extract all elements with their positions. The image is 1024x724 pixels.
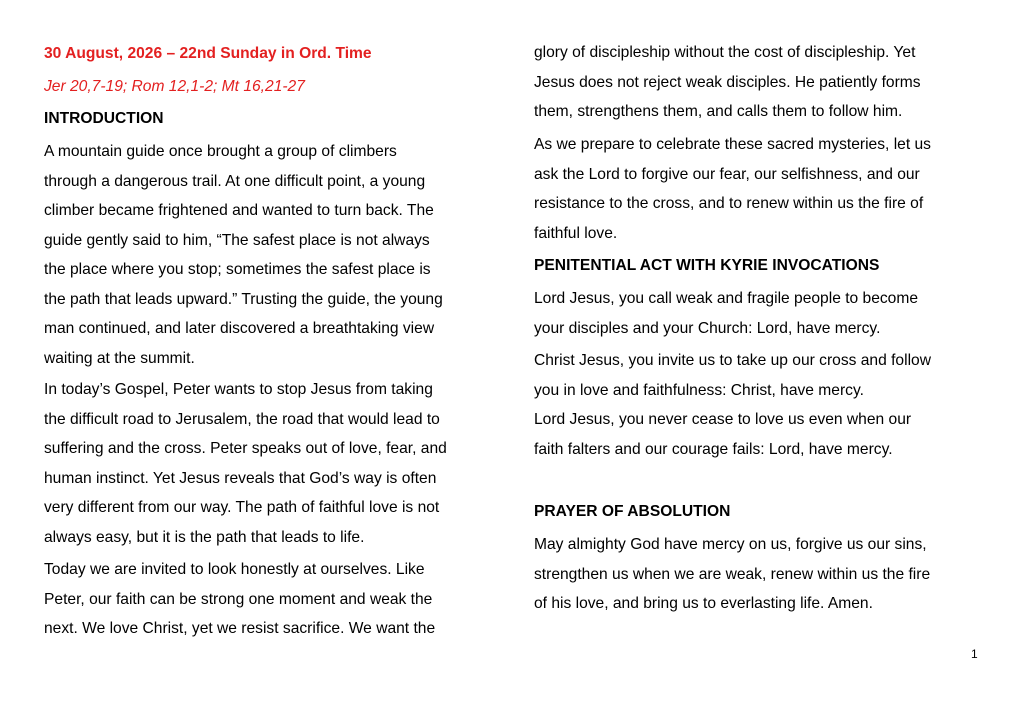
text-line: A mountain guide once brought a group of climbers <box>44 143 397 160</box>
text-line: always easy, but it is the path that leads to life. <box>44 528 365 546</box>
text-line: through a dangerous trail. At one difficult point, a young <box>44 172 426 190</box>
text-line: the path that leads upward.” Trusting the guide, the young <box>44 290 443 308</box>
text-line: Lord Jesus, you call weak and fragile people to become <box>534 290 919 307</box>
text-line: resistance to the cross, and to renew within us the fire of <box>534 195 924 212</box>
text-line: ask the Lord to forgive our fear, our selfishness, and our <box>534 165 920 183</box>
text-line: of his love, and bring us to everlasting life. Amen. <box>534 595 873 612</box>
text-line: May almighty God have mercy on us, forgive us our sins, <box>534 536 927 553</box>
text-line: Christ Jesus, you invite us to take up our cross and follow <box>534 352 931 369</box>
readings-line: Jer 20,7-19; Rom 12,1-2; Mt 16,21-27 <box>44 78 305 95</box>
text-line: your disciples and your Church: Lord, have mercy. <box>534 319 881 337</box>
text-line: next. We love Christ, yet we resist sacrifice. We want the <box>44 620 436 637</box>
date-line: 30 August, 2026 – 22nd Sunday in Ord. Time <box>44 45 372 62</box>
text-line: you in love and faithfulness: Christ, have mercy. <box>534 381 864 399</box>
text-line: human instinct. Yet Jesus reveals that God’s way is often <box>44 469 437 487</box>
text-line: waiting at the summit. <box>44 349 195 367</box>
text-line: faith falters and our courage fails: Lord, have mercy. <box>534 440 893 458</box>
penitential-act-heading: PENITENTIAL ACT WITH KYRIE INVOCATIONS <box>534 257 880 274</box>
prayer-of-absolution-heading: PRAYER OF ABSOLUTION <box>534 503 731 520</box>
text-line: Today we are invited to look honestly at ourselves. Like <box>44 561 425 578</box>
text-line: As we prepare to celebrate these sacred mysteries, let us <box>534 136 931 153</box>
text-line: suffering and the cross. Peter speaks out of love, fear, and <box>44 440 447 457</box>
text-line: them, strengthens them, and calls them to follow him. <box>534 103 903 120</box>
text-line: guide gently said to him, “The safest place is not always <box>44 231 430 249</box>
text-line: Jesus does not reject weak disciples. He patiently forms <box>534 73 921 91</box>
text-line: In today’s Gospel, Peter wants to stop Jesus from taking <box>44 381 433 398</box>
page-number: 1 <box>971 647 978 661</box>
text-line: Peter, our faith can be strong one moment and weak the <box>44 590 433 608</box>
text-line: climber became frightened and wanted to turn back. The <box>44 202 434 219</box>
text-line: the place where you stop; sometimes the safest place is <box>44 261 431 278</box>
text-line: faithful love. <box>534 224 618 242</box>
text-line: glory of discipleship without the cost of discipleship. Yet <box>534 44 916 61</box>
text-line: very different from our way. The path of faithful love is not <box>44 499 440 516</box>
text-line: man continued, and later discovered a breathtaking view <box>44 320 435 337</box>
text-line: strengthen us when we are weak, renew within us the fire <box>534 565 931 583</box>
text-line: the difficult road to Jerusalem, the road that would lead to <box>44 410 440 428</box>
introduction-heading: INTRODUCTION <box>44 110 164 127</box>
text-line: Lord Jesus, you never cease to love us even when our <box>534 411 912 428</box>
